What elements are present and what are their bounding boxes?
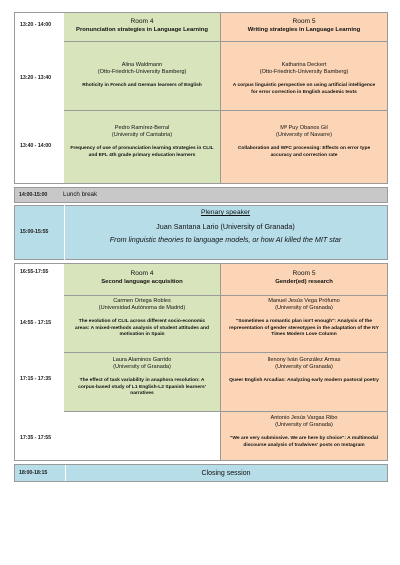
empty-slot — [64, 412, 220, 460]
talk-room-5: Manuel Jesús Vega Prófumo (University of Granada) "Sometimes a romantic plan isn't enough": Analysis of the representation of gender stereotypes in the adaptation of the NY Times Modern Love Column — [229, 298, 379, 338]
slot-time: 17:15 - 17:35 — [20, 376, 52, 382]
room-4-topic: Pronunciation strategies in Language Learning — [76, 26, 208, 33]
block-1-room-5-header — [221, 18, 387, 34]
plenary-content — [64, 209, 387, 245]
talk-room-5: Antonio Jesús Vargas Ribo (University of Granada) "We are very submissive. We are here by choice": A multimodal discourse analysis of tradwives' posts on Instagram — [230, 415, 378, 448]
plenary-time: 15:00-15:55 — [20, 229, 49, 235]
block-2-room-4-header — [64, 270, 220, 286]
block-2-slot-divider — [64, 411, 387, 412]
talk-room-5: Katharina Deckert (Otto-Friedrich-University Bamberg) A corpus linguistic perspective on using artificial intelligence for error correction in English academic texts — [232, 62, 376, 95]
block-2-room-5-header — [221, 270, 387, 286]
room-5-label: Room 5 — [292, 270, 316, 277]
closing-row — [14, 464, 388, 482]
talk-room-4: Alina Waldmann (Otto-Friedrich-University Bamberg) Rhoticity in French and German learners of English — [82, 62, 202, 88]
closing-time: 18:00-18:15 — [19, 470, 48, 476]
talk-room-4: Laura Alaminos Garrido (University of Granada) The effect of task variability in anaphora resolution: A corpus-based study of L1 English-L2 Spanish learners' narratives — [78, 357, 206, 397]
talk-room-5: Mª Puy Obanos Gil (University of Navarre) Collaboration and WFC processing: Effects on error type accuracy and correction rate — [237, 125, 371, 158]
closing-label: Closing session — [201, 470, 251, 477]
block-1-header-divider — [64, 41, 387, 42]
block-2-time: 16:55-17:55 — [20, 269, 49, 275]
block-2-slot-divider — [64, 352, 387, 353]
slot-time: 13:40 - 14:00 — [20, 143, 52, 149]
room-5-topic: Gender(ed) research — [275, 278, 333, 285]
lunch-time: 14:00-15:00 — [19, 192, 48, 198]
room-5-topic: Writing strategies in Language Learning — [247, 26, 361, 33]
slot-time: 14:55 - 17:15 — [20, 320, 52, 326]
lunch-label: Lunch break — [63, 191, 98, 198]
talk-room-4: Pedro Ramírez-Berral (University of Cantabria) Frequency of use of pronunciation learning strategies in CLIL and EFL 4th grade primary education learners — [70, 125, 214, 158]
talk-room-5: Ilenony Iván González Armas (University of Granada) Queer English Arcadias: Analyzing early modern pastoral poetry — [229, 357, 379, 383]
block-1-slot-divider — [64, 110, 387, 111]
room-4-label: Room 4 — [130, 270, 154, 277]
slot-time: 17:35 - 17:55 — [20, 435, 52, 441]
lunch-row — [14, 187, 388, 203]
plenary-title: From linguistic theories to language models, or how AI killed the MIT star — [109, 235, 342, 245]
slot-time: 13:20 - 13:40 — [20, 75, 52, 81]
plenary-speaker: Juan Santana Lario (University of Granada) — [156, 221, 295, 231]
talk-room-4: Carmen Ortega Robles (Universidad Autónoma de Madrid) The evolution of CLIL across different socio-economic areas: A mixed-methods analysis of student attitudes and motivation in Spain — [75, 298, 209, 338]
room-5-label: Room 5 — [292, 18, 316, 25]
block-1-room-4-header — [64, 18, 220, 34]
room-4-label: Room 4 — [130, 18, 154, 25]
block-2-header-divider — [64, 295, 387, 296]
block-1-time: 13:20 - 14:00 — [20, 22, 52, 28]
plenary-heading: Plenary speaker — [200, 209, 251, 216]
room-4-topic: Second language acquisition — [101, 278, 183, 285]
